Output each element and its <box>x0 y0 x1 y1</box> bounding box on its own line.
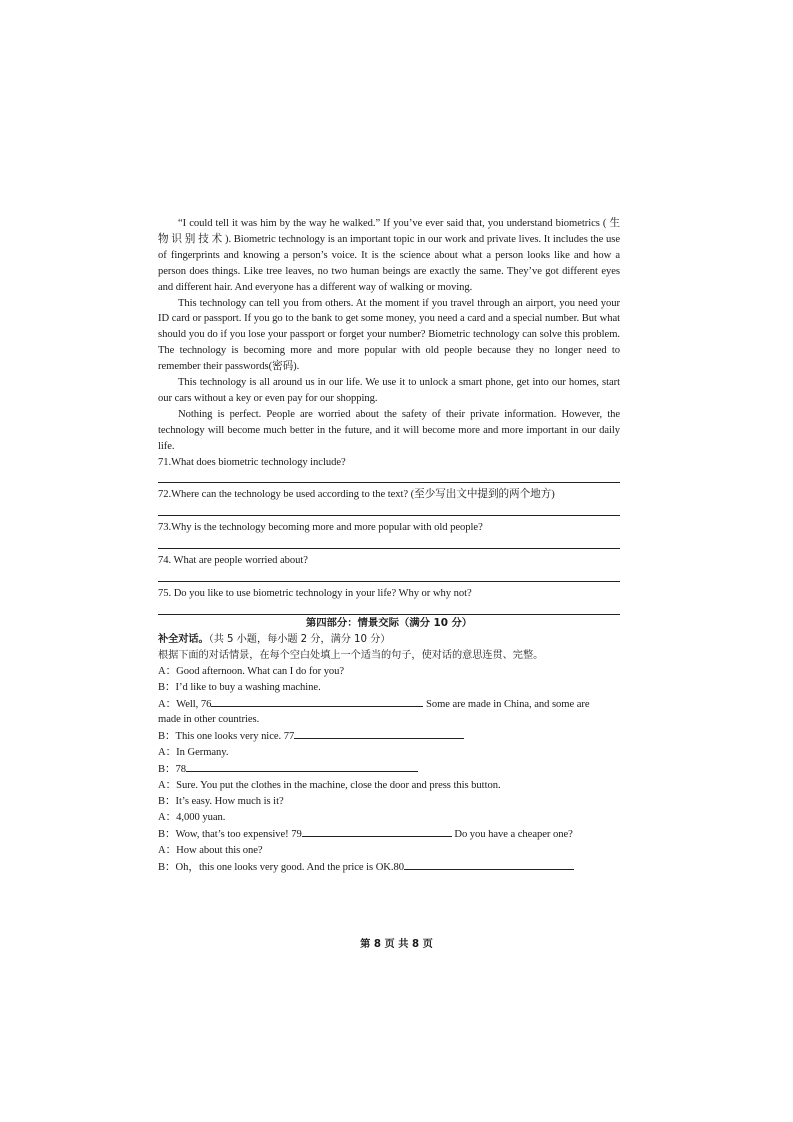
dialogue-line-12 <box>158 859 620 876</box>
question-73-text: 73.Why is the technology becoming more and more popular with old people? <box>158 522 483 534</box>
dialogue-line-3-start: A：Well, 76 <box>158 698 212 710</box>
passage-paragraph-1: “I could tell it was him by the way he walked.” If you’ve ever said that, you understand biometrics ( 生 物 识 别 技 术 ). Biometric technology is an important topic in our work and private lives. It includes the use of fingerprints and knowing a person’s voice. It is the science about what a person looks like and how a person does things. Like tree leaves, no two human beings are exactly the same. They’ve got different eyes and different hair. And everyone has a different way of walking or moving. <box>158 218 620 293</box>
section-instruction: 根据下面的对话情景，在每个空白处填上一个适当的句子，使对话的意思连贯、完整。 <box>158 649 544 661</box>
question-71-text: 71.What does biometric technology include? <box>158 456 346 468</box>
blank-78[interactable] <box>186 761 418 772</box>
dialogue-line-1: A：Good afternoon. What can I do for you? <box>158 665 345 677</box>
dialogue-line-3-end: Some are made in China, and some are <box>425 698 590 710</box>
dialogue-line-9: A：4,000 yuan. <box>158 811 226 823</box>
passage-paragraph-4: Nothing is perfect. People are worried about the safety of their private information. However, the technology will become much better in the future, and it will become more and more important in our daily life. <box>158 408 620 452</box>
blank-77[interactable] <box>294 728 464 739</box>
section-title: 第四部分：情景交际（满分 10 分） <box>305 617 473 630</box>
dialogue-line-8: B：It’s easy. How much is it? <box>158 796 284 808</box>
blank-79[interactable] <box>302 826 452 837</box>
section-subtitle-rest: （共 5 小题，每小题 2 分，满分 10 分） <box>208 633 391 645</box>
dialogue-line-12-start: B：Oh，this one looks very good. And the price is OK.80 <box>158 861 404 873</box>
dialogue-line-2: B：I’d like to buy a washing machine. <box>158 681 321 693</box>
dialogue-line-7: A：Sure. You put the clothes in the machine, close the door and press this button. <box>158 780 501 792</box>
section-subtitle-bold: 补全对话。 <box>158 633 209 645</box>
question-72-text: 72.Where can the technology be used according to the text? (至少写出文中提到的两个地方) <box>158 489 555 501</box>
answer-line-73[interactable] <box>158 536 620 549</box>
dialogue-line-4 <box>158 728 620 745</box>
dialogue-line-5: A：In Germany. <box>158 747 229 759</box>
blank-80[interactable] <box>404 859 574 870</box>
passage-paragraph-3: This technology is all around us in our life. We use it to unlock a smart phone, get into our homes, start our cars without a key or even pay for our shopping. <box>158 377 620 404</box>
passage-paragraph-2: This technology can tell you from others. At the moment if you travel through an airport, you need your ID card or passport. If you go to the bank to get some money, you need a card and a special number. But what should you do if you lose your passport or forget your number? Biometric technology can solve this problem. The technology is becoming more and more popular with old people because they no longer need to remember their passwords(密码). <box>158 297 620 373</box>
dialogue-line-10-end: Do you have a cheaper one? <box>454 828 573 840</box>
dialogue-line-6-start: B：78 <box>158 764 187 776</box>
question-75 <box>158 586 620 615</box>
dialogue-line-3 <box>158 696 620 713</box>
dialogue-line-10 <box>158 826 620 843</box>
page-footer: 第 8 页 共 8 页 <box>360 939 433 950</box>
dialogue-line-3-cont: made in other countries. <box>158 714 260 726</box>
question-71 <box>158 455 620 484</box>
dialogue-line-11: A：How about this one? <box>158 844 263 856</box>
question-75-text: 75. Do you like to use biometric technology in your life? Why or why not? <box>158 588 472 600</box>
answer-line-71[interactable] <box>158 470 620 483</box>
answer-line-74[interactable] <box>158 569 620 582</box>
dialogue-line-4-start: B：This one looks very nice. 77 <box>158 731 295 743</box>
dialogue-line-10-start: B：Wow, that’s too expensive! 79 <box>158 828 302 840</box>
question-73 <box>158 520 620 549</box>
question-74-text: 74. What are people worried about? <box>158 555 308 567</box>
question-72 <box>158 487 620 516</box>
question-74 <box>158 553 620 582</box>
blank-76[interactable] <box>211 696 423 707</box>
page-content <box>158 216 620 876</box>
answer-line-75[interactable] <box>158 602 620 615</box>
dialogue-line-6 <box>158 761 620 778</box>
section-subtitle <box>158 632 620 648</box>
answer-line-72[interactable] <box>158 503 620 516</box>
